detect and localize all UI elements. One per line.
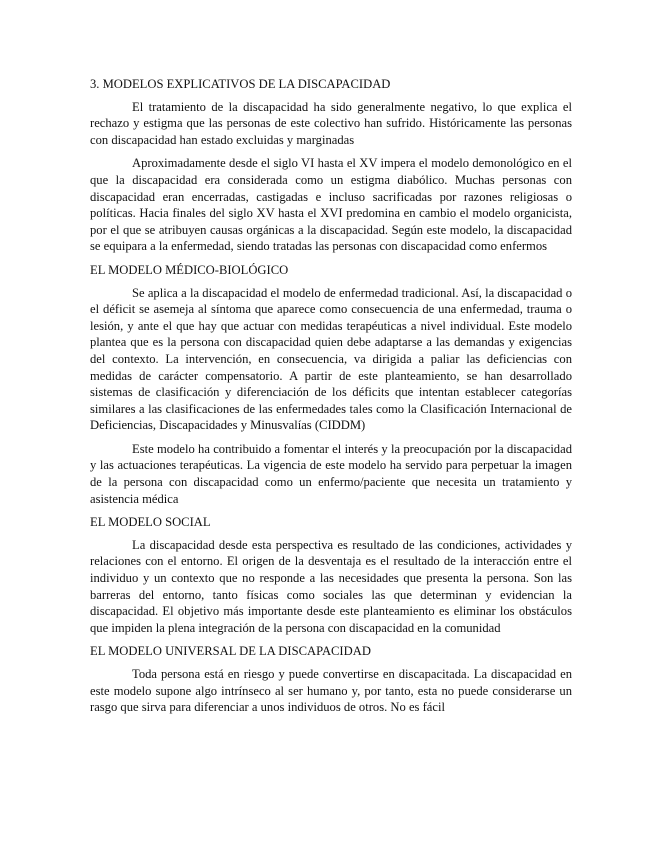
- paragraph-enfermedad-tradicional: Se aplica a la discapacidad el modelo de enfermedad tradicional. Así, la discapacidad o el déficit se asemeja al síntoma que aparece como consecuencia de una enfermedad, trauma o lesión, y ante el que hay que actuar con medidas terapéuticas a nivel individual. Este modelo plantea que es la persona con discapacidad quien debe adaptarse a las demandas y exigencias del contexto. La intervención, en consecuencia, va dirigida a paliar las deficiencias con medidas de carácter compensatorio. A partir de este planteamiento, se han desarrollado sistemas de clasificación y diferenciación de los déficits que intentan establecer categorías similares a las clasificaciones de las enfermedades tales como la Clasificación Internacional de Deficiencias, Discapacidades y Minusvalías (CIDDM): [90, 285, 572, 433]
- paragraph-contribucion-modelo: Este modelo ha contribuido a fomentar el interés y la preocupación por la discapacidad y las actuaciones terapéuticas. La vigencia de este modelo ha servido para perpetuar la imagen de la persona con discapacidad como un enfermo/paciente que necesita un tratamiento y asistencia médica: [90, 441, 572, 506]
- section-heading-modelo-social: EL MODELO SOCIAL: [90, 515, 211, 530]
- document-body: [90, 76, 572, 716]
- paragraph-perspectiva-social: La discapacidad desde esta perspectiva es resultado de las condiciones, actividades y relaciones con el entorno. El origen de la desventaja es el resultado de la interacción entre el individuo y un contexto que no responde a las necesidades que presenta la persona. Son las barreras del entorno, tanto físicas como sociales las que determinan y evidencian la discapacidad. El objetivo más importante desde este planteamiento es eliminar los obstáculos que impiden la plena integración de la persona con discapacidad en la comunidad: [90, 537, 572, 635]
- paragraph-tratamiento: El tratamiento de la discapacidad ha sido generalmente negativo, lo que explica el rechazo y estigma que las personas de este colectivo han sufrido. Históricamente las personas con discapacidad han estado excluidas y marginadas: [90, 99, 572, 147]
- paragraph-toda-persona: Toda persona está en riesgo y puede convertirse en discapacitada. La discapacidad en este modelo supone algo intrínseco al ser humano y, por tanto, esta no puede considerarse un rasgo que sirva para diferenciar a unos individuos de otros. No es fácil: [90, 667, 572, 715]
- section-heading-modelo-universal: EL MODELO UNIVERSAL DE LA DISCAPACIDAD: [90, 644, 371, 659]
- paragraph-modelo-demonologico: Aproximadamente desde el siglo VI hasta el XV impera el modelo demonológico en el que la discapacidad era considerada como un estigma diabólico. Muchas personas con discapacidad eran encerradas, castigadas e incluso sacrificadas por razones religiosas o políticas. Hacia finales del siglo XV hasta el XVI predomina en cambio el modelo organicista, por el que se atribuyen causas orgánicas a la discapacidad. Según este modelo, la discapacidad se equipara a la enfermedad, siendo tratadas las personas con discapacidad como enfermos: [90, 156, 572, 254]
- section-heading-medico-biologico: EL MODELO MÉDICO-BIOLÓGICO: [90, 262, 289, 277]
- section-heading-modelos-explicativos: 3. MODELOS EXPLICATIVOS DE LA DISCAPACIDAD: [90, 77, 391, 91]
